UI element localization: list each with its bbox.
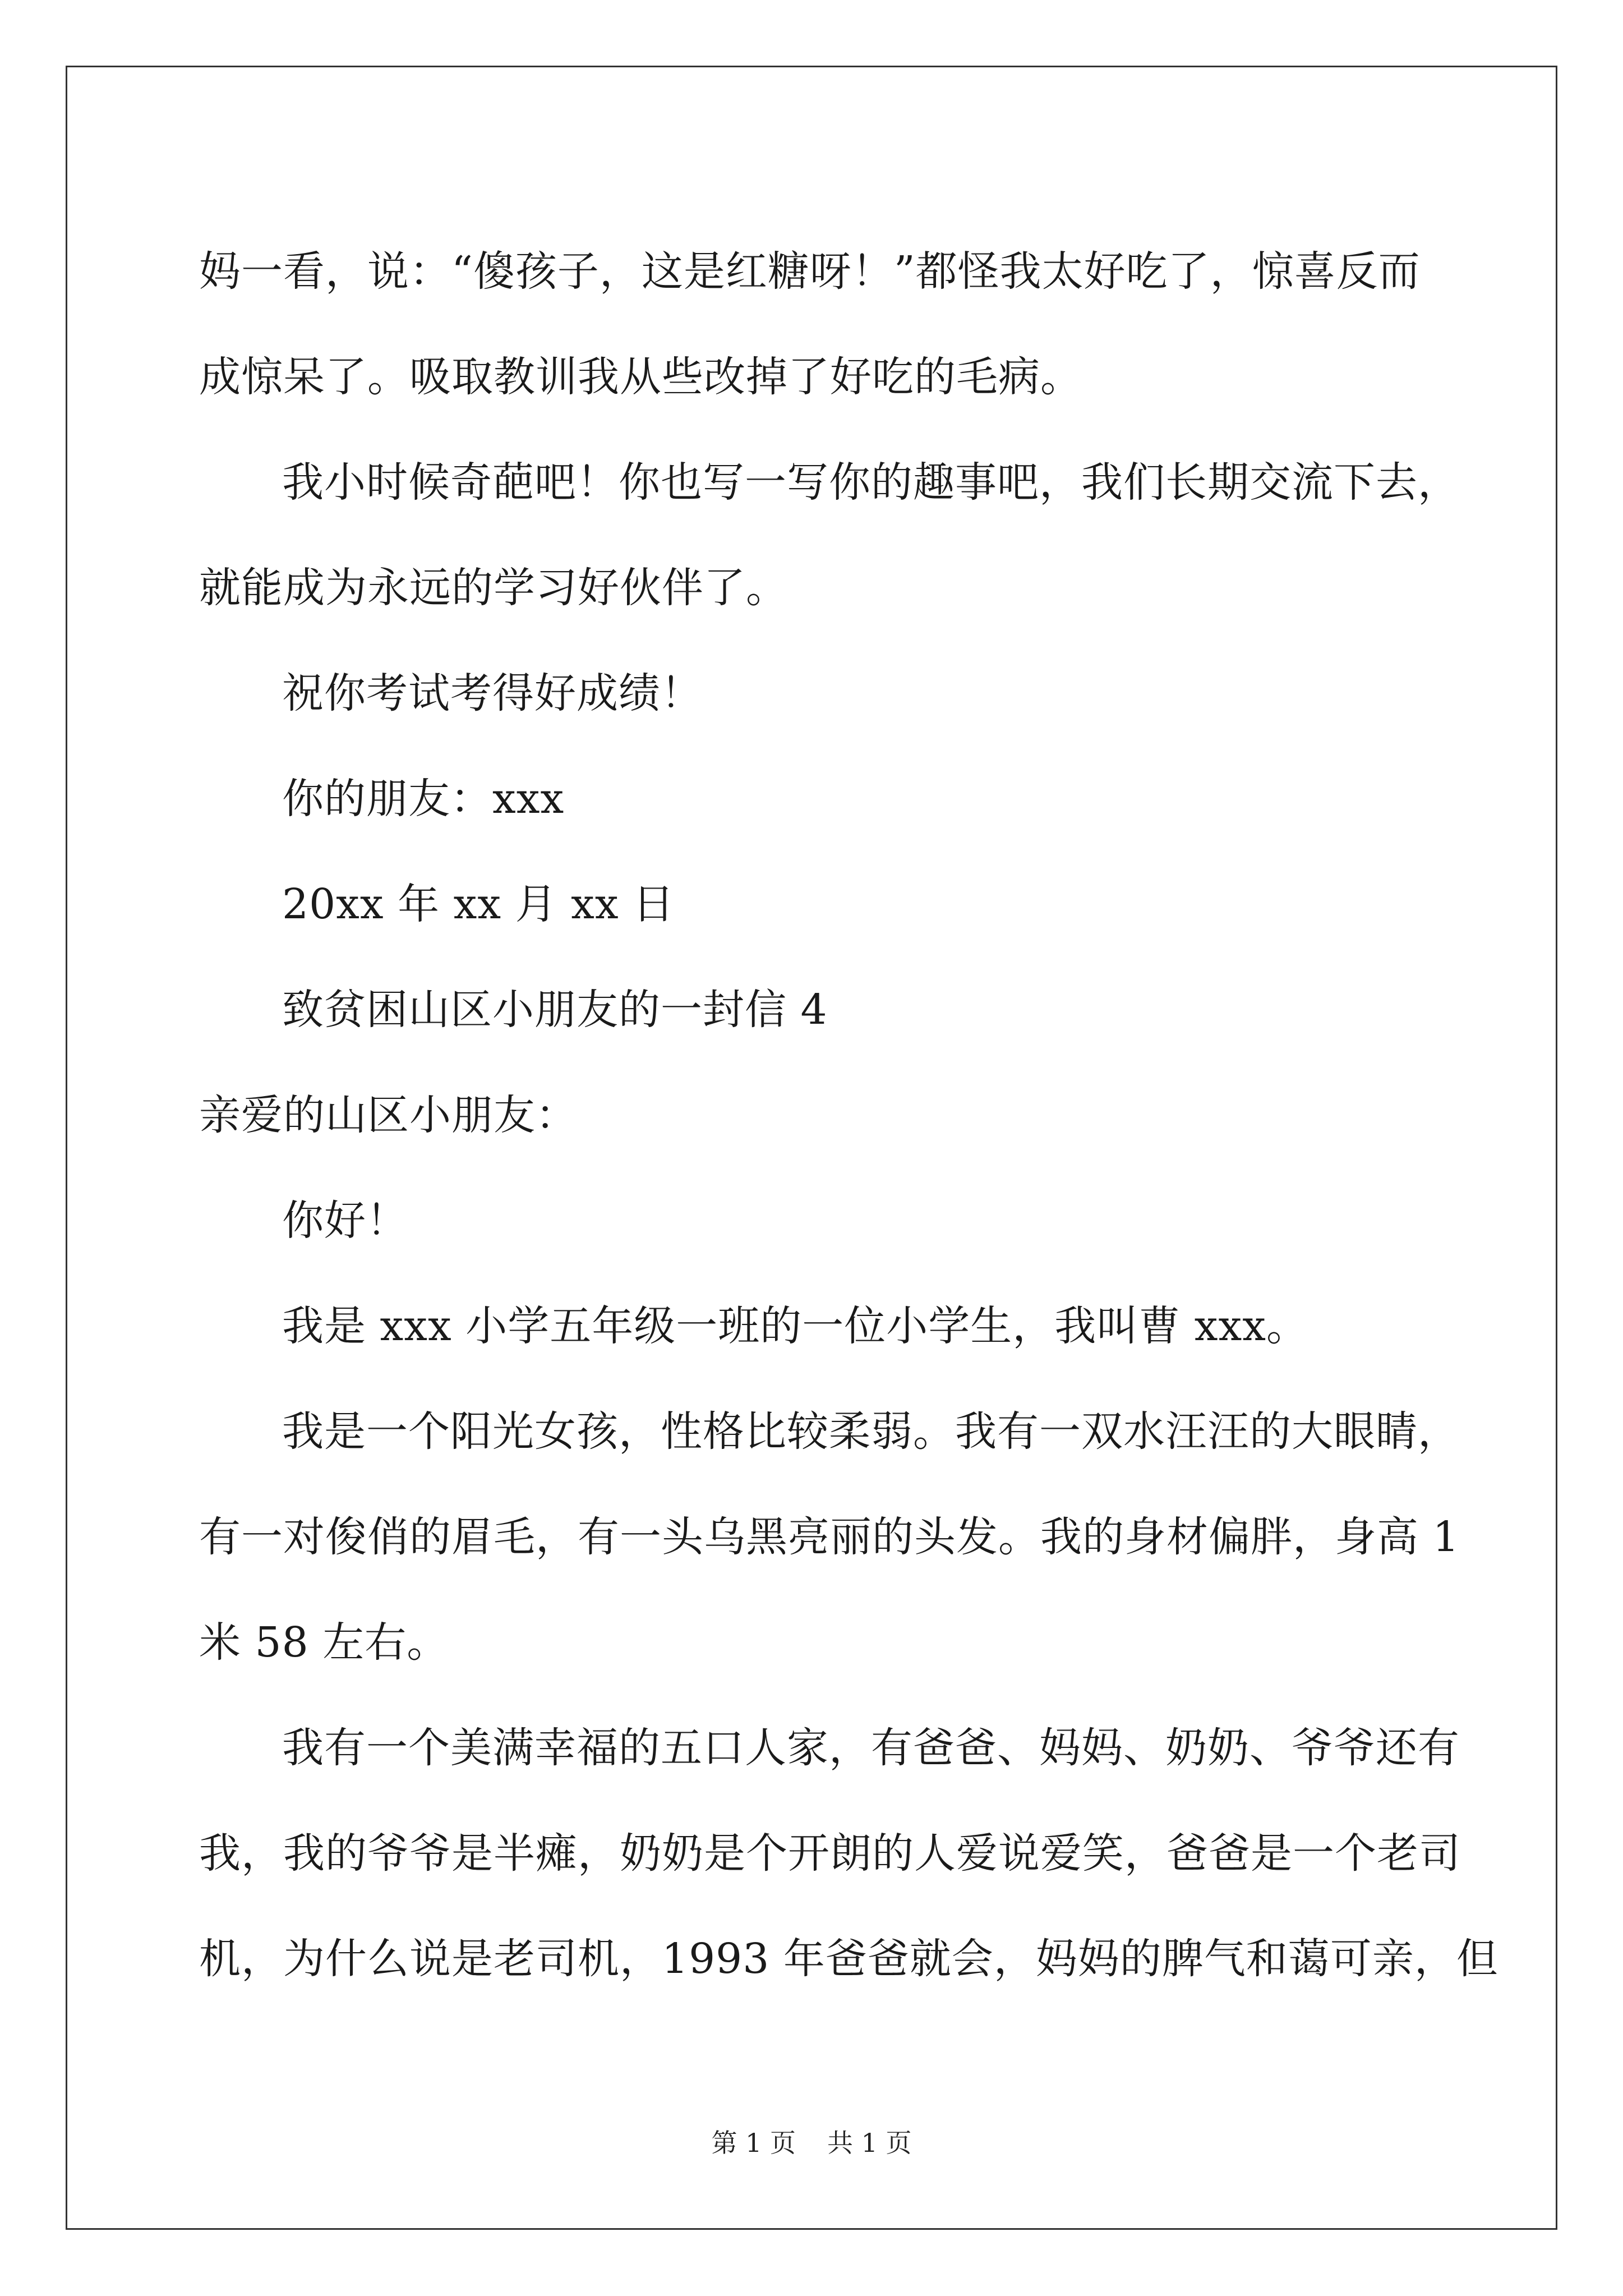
text-line: 我有一个美满幸福的五口人家，有爸爸、妈妈、奶奶、爷爷还有: [282, 1724, 1460, 1772]
text-line: 米 58 左右。: [199, 1618, 449, 1667]
page-footer: [0, 2126, 1623, 2160]
document-body: [199, 219, 1498, 2012]
text-line: 成惊呆了。吸取教训我从些改掉了好吃的毛病。: [199, 353, 1082, 401]
page-total: 共 1 页: [827, 2128, 912, 2158]
text-line: 机，为什么说是老司机，1993 年爸爸就会，妈妈的脾气和蔼可亲，但: [199, 1935, 1498, 1983]
text-line: 你的朋友：xxx: [282, 775, 565, 823]
text-line: 我小时候奇葩吧！你也写一写你的趣事吧，我们长期交流下去，: [282, 458, 1460, 507]
text-line: 祝你考试考得好成绩！: [282, 669, 703, 717]
text-line: 你好！: [282, 1197, 408, 1245]
page-number: 第 1 页: [711, 2128, 796, 2158]
text-line: 妈一看，说：“傻孩子，这是红糖呀！”都怪我太好吃了，惊喜反而: [199, 247, 1421, 296]
text-line: 我是一个阳光女孩，性格比较柔弱。我有一双水汪汪的大眼睛，: [282, 1407, 1460, 1456]
text-line: 就能成为永远的学习好伙伴了。: [199, 564, 788, 612]
text-line: 20xx 年 xx 月 xx 日: [282, 880, 675, 928]
text-line: 亲爱的山区小朋友：: [199, 1091, 578, 1139]
text-line: 我是 xxx 小学五年级一班的一位小学生，我叫曹 xxx。: [282, 1302, 1308, 1350]
text-line: 我，我的爷爷是半瘫，奶奶是个开朗的人爱说爱笑，爸爸是一个老司: [199, 1829, 1461, 1878]
text-line: 有一对俊俏的眉毛，有一头乌黑亮丽的头发。我的身材偏胖，身高 1: [199, 1513, 1460, 1561]
text-line: 致贫困山区小朋友的一封信 4: [282, 986, 828, 1034]
